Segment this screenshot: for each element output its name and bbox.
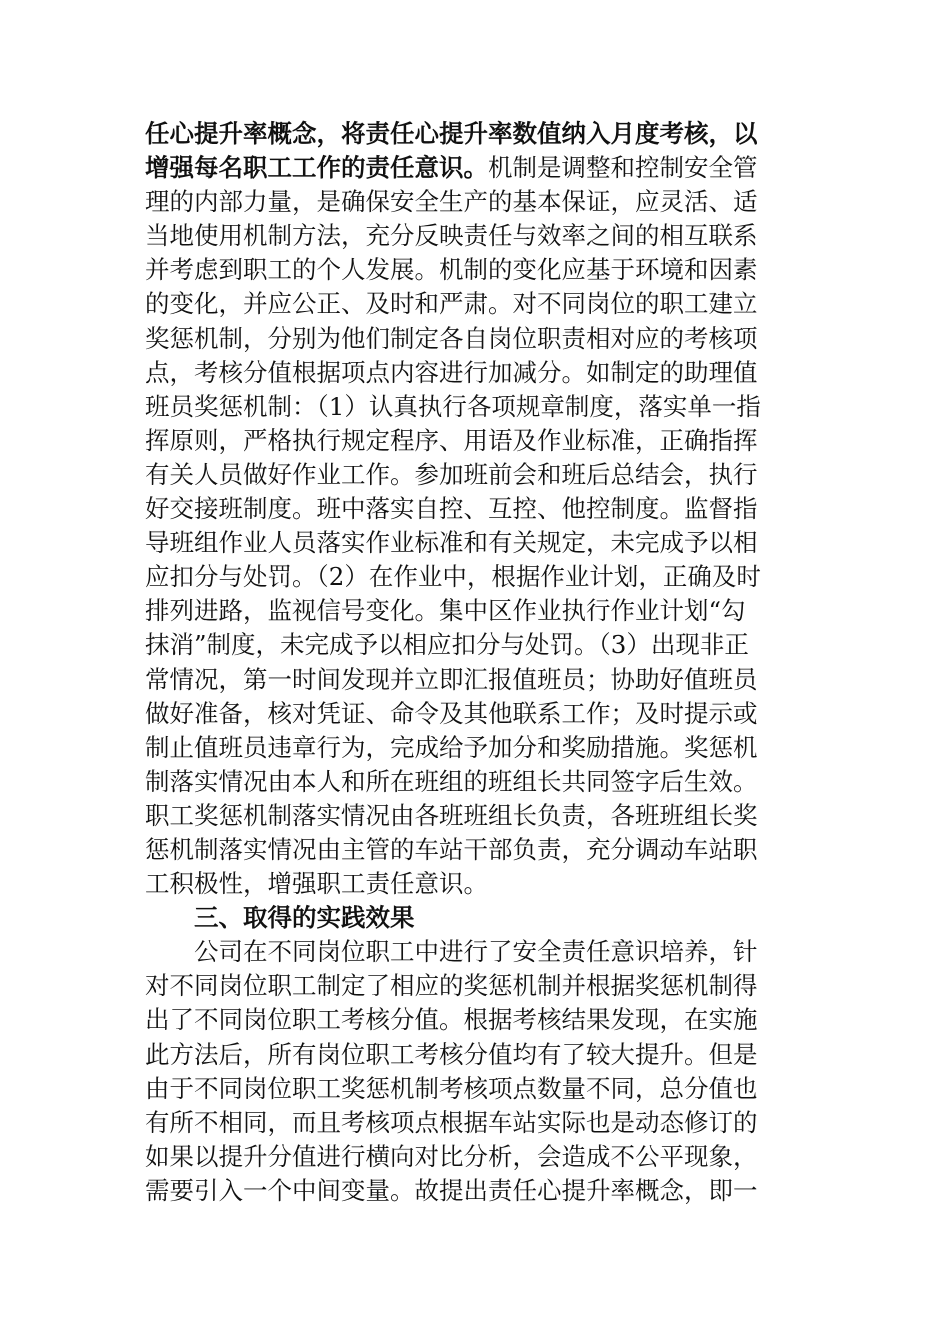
text-line: 公司在不同岗位职工中进行了安全责任意识培养，针 xyxy=(145,937,758,967)
text-line: 应扣分与处罚。（2）在作业中，根据作业计划，正确及时 xyxy=(145,562,761,592)
text-line: 好交接班制度。班中落实自控、互控、他控制度。监督指 xyxy=(145,494,758,524)
text-line: 职工奖惩机制落实情况由各班班组长负责，各班班组长奖 xyxy=(145,800,758,830)
text-line: 的变化，并应公正、及时和严肃。对不同岗位的职工建立 xyxy=(145,289,758,319)
text-line: 有所不相同，而且考核项点根据车站实际也是动态修订的 xyxy=(145,1107,758,1137)
text-line: 工积极性，增强职工责任意识。 xyxy=(145,869,488,899)
text-line xyxy=(145,151,810,185)
text-line: 当地使用机制方法，充分反映责任与效率之间的相互联系 xyxy=(145,221,758,251)
text-line: 点，考核分值根据项点内容进行加减分。如制定的助理值 xyxy=(145,357,758,387)
text-line: 出了不同岗位职工考核分值。根据考核结果发现，在实施 xyxy=(145,1005,758,1035)
text-line: 制落实情况由本人和所在班组的班组长共同签字后生效。 xyxy=(145,766,758,796)
text-line: 对不同岗位职工制定了相应的奖惩机制并根据奖惩机制得 xyxy=(145,971,758,1001)
text-line: 班员奖惩机制：（1）认真执行各项规章制度，落实单一指 xyxy=(145,391,761,421)
text-line: 惩机制落实情况由主管的车站干部负责，充分调动车站职 xyxy=(145,834,758,864)
text-run: 机制是调整和控制安全管 xyxy=(488,153,758,183)
text-line: 需要引入一个中间变量。故提出责任心提升率概念，即一 xyxy=(145,1175,758,1205)
document-body xyxy=(145,117,810,1208)
text-line: 并考虑到职工的个人发展。机制的变化应基于环境和因素 xyxy=(145,255,758,285)
text-line: 有关人员做好作业工作。参加班前会和班后总结会，执行 xyxy=(145,459,758,489)
text-line: 奖惩机制，分别为他们制定各自岗位职责相对应的考核项 xyxy=(145,323,758,353)
text-line: 排列进路，监视信号变化。集中区作业执行作业计划“勾 xyxy=(145,596,746,626)
text-line: 如果以提升分值进行横向对比分析，会造成不公平现象， xyxy=(145,1141,758,1171)
text-line: 挥原则，严格执行规定程序、用语及作业标准，正确指挥 xyxy=(145,425,758,455)
text-line: 由于不同岗位职工奖惩机制考核项点数量不同，总分值也 xyxy=(145,1073,758,1103)
text-line: 理的内部力量，是确保安全生产的基本保证，应灵活、适 xyxy=(145,187,758,217)
text-line: 导班组作业人员落实作业标准和有关规定，未完成予以相 xyxy=(145,528,758,558)
text-line: 抹消”制度，未完成予以相应扣分与处罚。（3）出现非正 xyxy=(145,630,749,660)
text-line: 任心提升率概念，将责任心提升率数值纳入月度考核，以 xyxy=(145,119,758,148)
text-line: 此方法后，所有岗位职工考核分值均有了较大提升。但是 xyxy=(145,1039,758,1069)
text-line: 做好准备，核对凭证、命令及其他联系工作；及时提示或 xyxy=(145,698,758,728)
section-heading: 三、取得的实践效果 xyxy=(145,903,415,933)
text-line: 常情况，第一时间发现并立即汇报值班员；协助好值班员 xyxy=(145,664,758,694)
text-line: 制止值班员违章行为，完成给予加分和奖励措施。奖惩机 xyxy=(145,732,758,762)
bold-phrase: 增强每名职工工作的责任意识。 xyxy=(145,153,488,183)
